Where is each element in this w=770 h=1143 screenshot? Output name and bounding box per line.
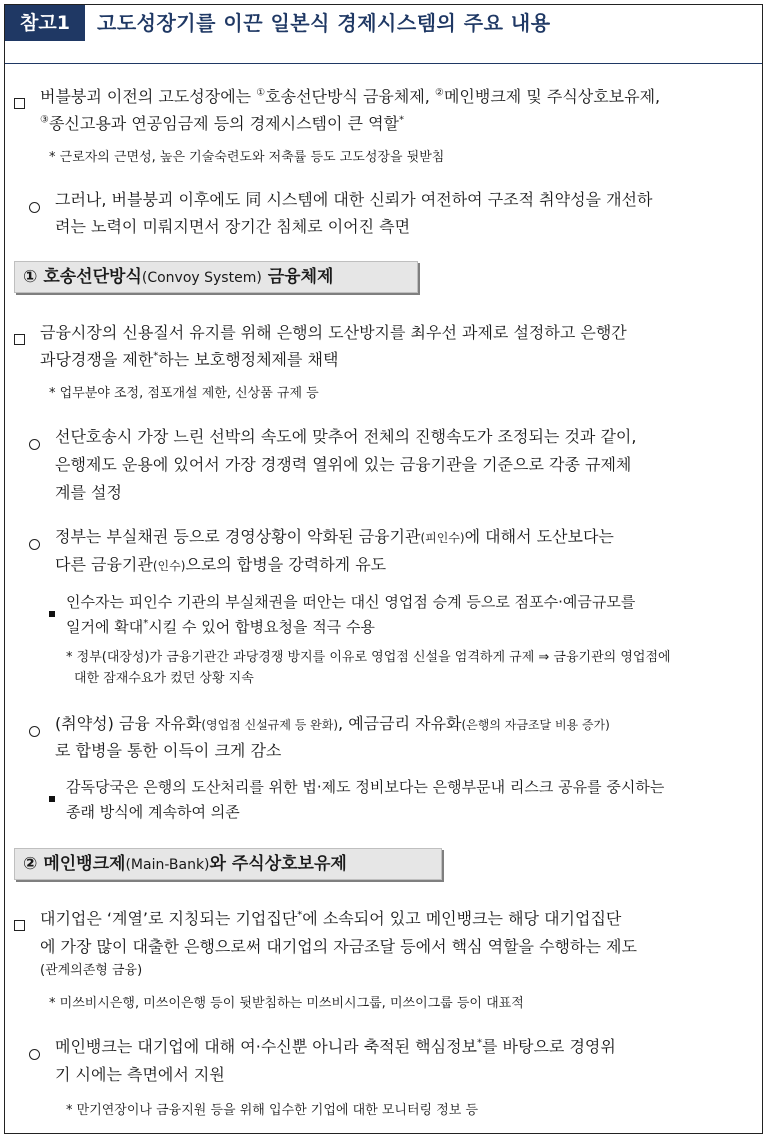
intro-paragraph-line2: ③종신고용과 연공임금제 등의 경제시스템이 큰 역할* [40, 114, 404, 133]
square-bullet-icon [14, 90, 25, 117]
section1-paragraph-line2: 과당경쟁을 제한*하는 보호행정체제를 채택 [40, 350, 339, 369]
black-square-bullet-icon [49, 784, 55, 811]
circle-item-line: 계를 설정 [55, 483, 122, 502]
circle-bullet-icon [29, 431, 40, 458]
circle-bullet-icon [29, 718, 40, 745]
document-frame: 참고1 고도성장기를 이끈 일본식 경제시스템의 주요 내용 버블붕괴 이전의 고도성장에는 ①호송선단방식 금융체제, ②메인뱅크제 및 주식상호보유제, ③종신고용과 연공임금제 등의 경제시스템이 큰 역할* * 근로자의 근면성, 높은 기술숙련도와 저축률 등도 고도성장을 뒷받침 그러나, 버블붕괴 이후에도 同 시스템에 대한 신뢰가 여전하여 구조적 취약성을 개선하 려는 노력이 미뤄지면서 장기간 침체로 이어진 측면 ① 호송선단방식(Convoy System) 금융체제 금융시장의 신용질서 유지를 위해 은행의 도산방지를 최우선 과제로 설정하고 은행간 과당경쟁을 제한*하는 보호행정체제를 채택 * 업무분야 조정, 점포개설 제한, 신상품 규제 등 선단호송시 가장 느린 선박의 속도에 맞추어 전체의 진행속도가 조정되는 것과 같이, 은행제도 운용에 있어서 가장 경쟁력 열위에 있는 금융기관을 기준으로 각종 규제체 계를 설정 정부는 부실채권 등으로 경영상황이 악화된 금융기관(피인수)에 대해서 도산보다는 다른 금융기관(인수)으로의 합병을 강력하게 유도 인수자는 피인수 기관의 부실채권을 떠안는 대신 영업점 승계 등으로 점포수·예금규모를 일거에 확대*시킬 수 있어 합병요청을 적극 수용 * 정부(대장성)가 금융기관간 과당경쟁 방지를 이유로 영업점 신설을 엄격하게 규제 ⇒ 금융기관의 영업점에 대한 잠재수요가 컸던 상황 지속 (취약성) 금융 자유화(영업점 신설규제 등 완화), 예금금리 자유화(은행의 자금조달 비용 증가) 로 합병을 통한 이득이 크게 감소 감독당국은 은행의 도산처리를 위한 법·제도 정비보다는 은행부문내 리스크 공유를 중시하는 종래 방식에 계속하여 의존 ② 메인뱅크제(Main-Bank)와 주식상호보유제 대기업은 ‘계열’로 지칭되는 기업집단*에 소속되어 있고 메인뱅크는 해당 대기업집단 에 가장 많이 대출한 은행으로써 대기업의 자금조달 등에서 핵심 역할을 수행하는 제도 (관계의존형 금융) * 미쓰비시은행, 미쓰이은행 등이 뒷받침하는 미쓰비시그룹, 미쓰이그룹 등이 대표적 메인뱅크는 대기업에 대해 여·수신뿐 아니라 축적된 핵심정보*를 바탕으로 경영위 기 시에는 측면에서 지원 * 만기연장이나 금융지원 등을 위해 입수한 기업에 대한 모니터링 정보 등 [4, 4, 763, 1134]
page-title: 고도성장기를 이끈 일본식 경제시스템의 주요 내용 [97, 11, 551, 35]
square-item-line: 종래 방식에 계속하여 의존 [66, 803, 240, 821]
circle-item-line: 로 합병을 통한 이득이 크게 감소 [55, 741, 282, 760]
circle-item-line: 기 시에는 측면에서 지원 [55, 1065, 225, 1084]
header-divider [5, 63, 762, 64]
footnote: * 미쓰비시은행, 미쓰이은행 등이 뒷받침하는 미쓰비시그룹, 미쓰이그룹 등이 대표적 [49, 996, 524, 1011]
footnote-line: 대한 잠재수요가 컸던 상황 지속 [74, 671, 254, 686]
section-header-main-bank: ② 메인뱅크제(Main-Bank)와 주식상호보유제 [14, 848, 442, 880]
circle-item-line2: 려는 노력이 미뤄지면서 장기간 침체로 이어진 측면 [55, 217, 411, 236]
reference-tag: 참고1 [5, 5, 85, 41]
footnote: * 근로자의 근면성, 높은 기술숙련도와 저축률 등도 고도성장을 뒷받침 [49, 150, 445, 165]
circle-bullet-icon [29, 1041, 40, 1068]
circle-bullet-icon [29, 194, 40, 221]
footnote: * 만기연장이나 금융지원 등을 위해 입수한 기업에 대한 모니터링 정보 등 [66, 1103, 479, 1118]
circle-item-line: 다른 금융기관(인수)으로의 합병을 강력하게 유도 [55, 555, 387, 574]
square-item-line: 일거에 확대*시킬 수 있어 합병요청을 적극 수용 [66, 618, 375, 636]
section2-paragraph-line: 에 가장 많이 대출한 은행으로써 대기업의 자금조달 등에서 핵심 역할을 수행하는 제도 [40, 937, 637, 956]
section2-paragraph-line: (관계의존형 금융) [40, 963, 143, 978]
circle-item-line: 은행제도 운용에 있어서 가장 경쟁력 열위에 있는 금융기관을 기준으로 각종 규제체 [55, 455, 632, 474]
square-bullet-icon [14, 912, 25, 939]
footnote: * 업무분야 조정, 점포개설 제한, 신상품 규제 등 [49, 386, 319, 401]
footnote: * 정부(대장성)가 금융기관간 과당경쟁 방지를 이유로 영업점 신설을 엄격하게 규제 ⇒ 금융기관의 영업점에 [66, 650, 671, 665]
circle-bullet-icon [29, 531, 40, 558]
square-bullet-icon [14, 326, 25, 353]
black-square-bullet-icon [49, 599, 55, 626]
section-header-convoy-system: ① 호송선단방식(Convoy System) 금융체제 [14, 261, 418, 293]
header [5, 5, 762, 41]
